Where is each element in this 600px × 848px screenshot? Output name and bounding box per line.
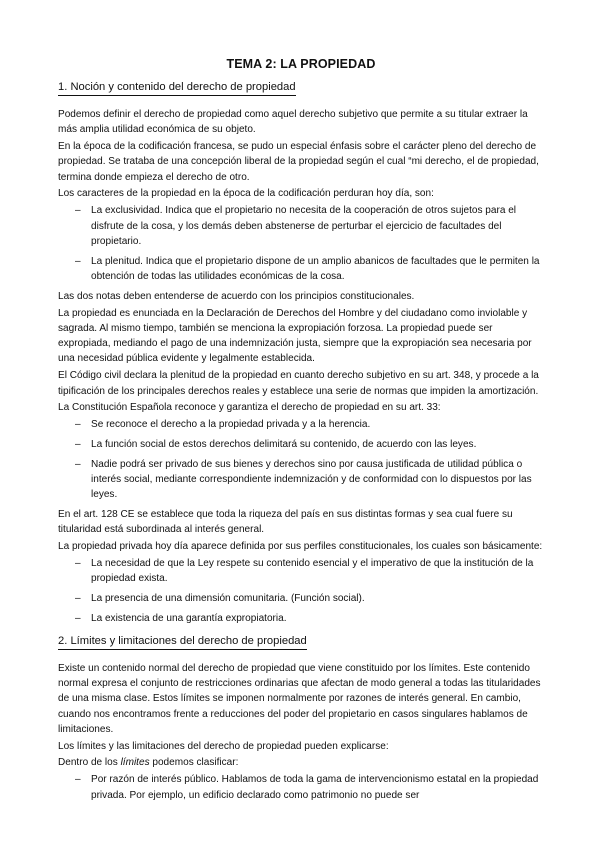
paragraph: En el art. 128 CE se establece que toda la riqueza del país en sus distintas formas y sea cual fuere su titularidad está subordinada al interés general. (58, 509, 513, 536)
list-item: – Por razón de interés público. Hablamos de toda la gama de intervencionismo estatal en la propiedad privada. Por ejemplo, un edificio declarado como patrimonio no puede ser (58, 772, 544, 803)
emphasis-text: límites (120, 757, 150, 769)
list-item: – Se reconoce el derecho a la propiedad privada y a la herencia. (58, 417, 544, 432)
list-item: – La plenitud. Indica que el propietario dispone de un amplio abanicos de facultades que le permiten la obtención de todas las utilidades económicas de la cosa. (58, 254, 544, 285)
paragraph: Las dos notas deben entenderse de acuerdo con los principios constitucionales. (58, 290, 415, 302)
paragraph: La propiedad es enunciada en la Declaración de Derechos del Hombre y del ciudadano como inviolable y sagrada. Al mismo tiempo, también se menciona la expropiación forzosa. La propiedad puede ser expropiada, mediando el pago de una indemnización justa, siempre que la expropiación sea necesaria por una necesidad pública evidente y legalmente establecida. (58, 307, 532, 365)
document-page (58, 56, 544, 807)
document-title: TEMA 2: LA PROPIEDAD (226, 57, 376, 71)
list-constitucion (58, 417, 544, 502)
list-perfiles (58, 556, 544, 626)
text-run: podemos clasificar: (149, 757, 239, 769)
list-item: – La existencia de una garantía expropiatoria. (58, 611, 544, 626)
section-1-heading-wrap (58, 77, 544, 102)
list-item: – La presencia de una dimensión comunitaria. (Función social). (58, 591, 544, 606)
list-item: – La exclusividad. Indica que el propietario no necesita de la cooperación de otros sujetos para el disfrute de la cosa, y los demás deben abstenerse de perturbar el ejercicio de facultades del propietario. (58, 203, 544, 249)
paragraph: En la época de la codificación francesa, se pudo un especial énfasis sobre el carácter pleno del derecho de propiedad. Se trataba de una concepción liberal de la propiedad según el cual “mi derecho, el de propiedad, termina donde empieza el derecho de otro. (58, 141, 539, 183)
section-2-heading-wrap (58, 631, 544, 656)
list-item: – Nadie podrá ser privado de sus bienes y derechos sino por causa justificada de utilidad pública o interés social, mediante correspondiente indemnización y de conformidad con lo dispuestos por las leyes. (58, 457, 544, 503)
list-limites (58, 772, 544, 803)
section-1-heading: 1. Noción y contenido del derecho de propiedad (58, 80, 296, 96)
paragraph: La Constitución Española reconoce y garantiza el derecho de propiedad en su art. 33: (58, 402, 441, 414)
paragraph: El Código civil declara la plenitud de la propiedad en cuanto derecho subjetivo en su art. 348, y procede a la tipificación de los principales derechos reales y establece una serie de normas que impiden la amortización. (58, 370, 539, 397)
paragraph: Existe un contenido normal del derecho de propiedad que viene constituido por los límites. Este contenido normal expresa el conjunto de restricciones ordinarias que afectan de modo general a todas las titularidades de una misma clase. Estos límites se imponen normalmente por razones de interés general. En cambio, cuando nos encontramos frente a reducciones del poder del propietario en casos singulares hablamos de limitaciones. (58, 662, 541, 735)
list-caracteres (58, 203, 544, 284)
paragraph: Podemos definir el derecho de propiedad como aquel derecho subjetivo que permite a su titular extraer la más amplia utilidad económica de su objeto. (58, 109, 528, 136)
text-run: Dentro de los (58, 757, 121, 769)
list-item: – La necesidad de que la Ley respete su contenido esencial y el imperativo de que la institución de la propiedad exista. (58, 556, 544, 587)
paragraph (58, 755, 544, 770)
paragraph: Los límites y las limitaciones del derecho de propiedad pueden explicarse: (58, 740, 389, 752)
section-2-heading: 2. Límites y limitaciones del derecho de propiedad (58, 634, 307, 650)
paragraph: Los caracteres de la propiedad en la época de la codificación perduran hoy día, son: (58, 188, 434, 200)
list-item: – La función social de estos derechos delimitará su contenido, de acuerdo con las leyes. (58, 437, 544, 452)
paragraph: La propiedad privada hoy día aparece definida por sus perfiles constitucionales, los cuales son básicamente: (58, 541, 543, 553)
